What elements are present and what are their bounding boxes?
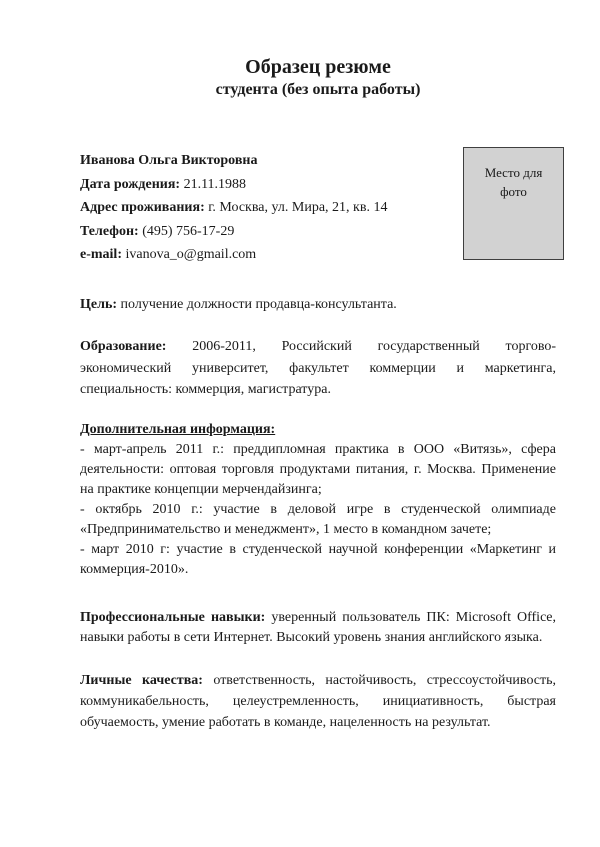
personal-info-block xyxy=(80,149,450,267)
section-goal xyxy=(80,294,556,316)
document-header xyxy=(80,55,556,101)
section-education xyxy=(80,336,556,401)
email-line xyxy=(80,243,450,267)
photo-placeholder xyxy=(463,147,564,260)
additional-info-label: Дополнительная информация: xyxy=(80,422,276,437)
phone-label: Телефон: xyxy=(80,223,139,239)
additional-info-item: - октябрь 2010 г.: участие в деловой игре в студенческой олимпиаде «Предпринимательство и менеджмент», 1 место в командном зачете; xyxy=(80,502,556,537)
photo-placeholder-text-line1: Место для xyxy=(484,165,543,180)
phone-line xyxy=(80,220,450,244)
section-personal-qualities xyxy=(80,670,556,733)
photo-placeholder-text-line2: фото xyxy=(500,184,527,199)
birth-date-label: Дата рождения: xyxy=(80,176,181,192)
education-text: 2006-2011, Российский государственный торгово-экономический университет, факультет коммерции и маркетинга, специальность: коммерция, магистратура. xyxy=(80,339,557,397)
additional-info-item: - март 2010 г: участие в студенческой научной конференции «Маркетинг и коммерция-2010». xyxy=(80,542,556,577)
birth-date-value: 21.11.1988 xyxy=(183,176,247,192)
additional-info-item: - март-апрель 2011 г.: преддипломная практика в ООО «Витязь», сфера деятельности: оптовая торговля продуктами питания, г. Москва. Применение на практике концепции мерчендайзинга; xyxy=(80,442,556,497)
education-label: Образование: xyxy=(80,339,167,354)
page-subtitle: студента (без опыта работы) xyxy=(215,81,421,98)
birth-date-line xyxy=(80,173,450,197)
phone-value: (495) 756-17-29 xyxy=(142,223,235,239)
address-line xyxy=(80,196,450,220)
applicant-name: Иванова Ольга Викторовна xyxy=(80,153,258,168)
qualities-label: Личные качества: xyxy=(80,673,203,688)
section-additional-info xyxy=(80,420,556,580)
email-value: ivanova_o@gmail.com xyxy=(125,247,257,262)
goal-label: Цель: xyxy=(80,297,118,312)
page-title: Образец резюме xyxy=(245,56,391,78)
skills-label: Профессиональные навыки: xyxy=(80,610,266,625)
address-label: Адрес проживания: xyxy=(80,200,205,215)
section-professional-skills xyxy=(80,608,556,648)
skills-text: уверенный пользователь ПК: Microsoft Office, навыки работы в сети Интернет. Высокий уровень знания английского языка. xyxy=(80,610,556,645)
email-label: e-mail: xyxy=(80,247,122,262)
qualities-text: ответственность, настойчивость, стрессоустойчивость, коммуникабельность, целеустремленность, инициативность, быстрая обучаемость, умение работать в команде, нацеленность на результат. xyxy=(80,673,557,730)
address-value: г. Москва, ул. Мира, 21, кв. 14 xyxy=(208,200,388,215)
goal-text: получение должности продавца-консультанта. xyxy=(120,297,397,312)
